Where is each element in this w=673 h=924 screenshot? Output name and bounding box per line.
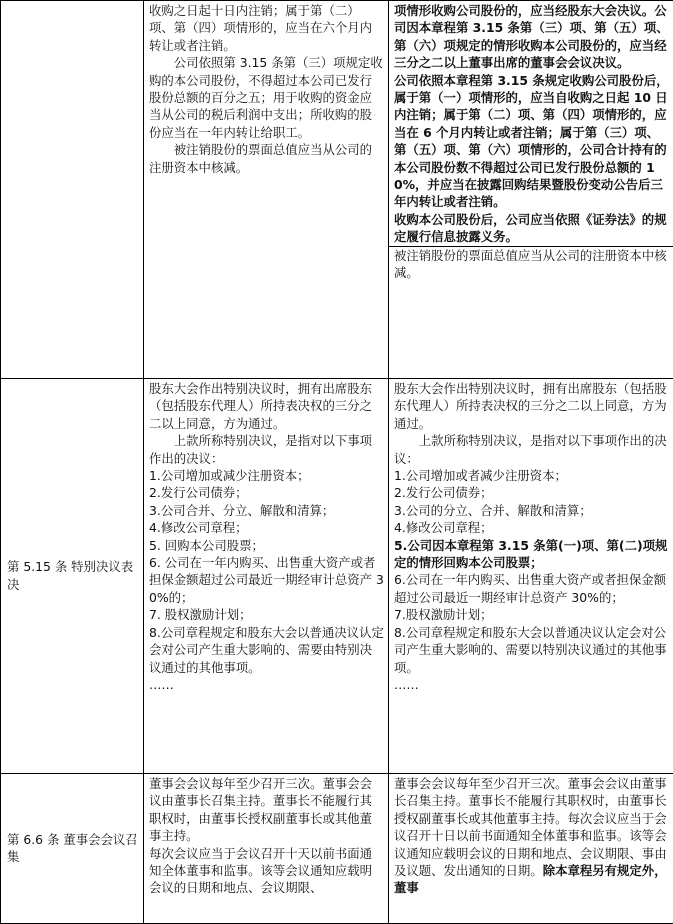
- list-item: 4.修改公司章程；: [394, 519, 669, 536]
- article-cell: [1, 1, 144, 379]
- revised-text-cell: [389, 379, 673, 774]
- article-cell: [1, 774, 144, 924]
- paragraph-text: 董事会会议每年至少召开三次。董事会会议由董事长召集主持。董事长不能履行其职权时，由董事长授权副董事长或其他董事主持。每次会议应当于会议召开十日以前书面通知全体董事和监事。该等会议通知应载明会议的日期和地点、会议期限、事由及议题、发出通知的日期。: [394, 776, 667, 878]
- paragraph: 项情形收购公司股份的，应当经股东大会决议。公司因本章程第 3.15 条第（三）项、第（五）项、第（六）项规定的情形收购本公司股份的，应当经三分之二以上董事出席的董事会会议决议。: [394, 2, 669, 72]
- ellipsis: ……: [149, 676, 384, 693]
- paragraph: 被注销股份的票面总值应当从公司的注册资本中核减。: [394, 247, 669, 282]
- paragraph: 收购本公司股份后，公司应当依照《证券法》的规定履行信息披露义务。: [394, 211, 669, 246]
- amended-text: 除本章程另有规定外，董事: [394, 863, 667, 895]
- list-item: 2.发行公司债券；: [394, 484, 669, 501]
- list-item: 6.公司在一年内购买、出售重大资产或者担保金额超过公司最近一期经审计总资产 30%的；: [394, 571, 669, 606]
- revised-text-cell: [389, 774, 673, 924]
- paragraph: 股东大会作出特别决议时，拥有出席股东（包括股东代理人）所持表决权的三分之二以上同意，方为通过。: [149, 380, 384, 432]
- table-row: [1, 379, 673, 774]
- list-item: 8.公司章程规定和股东大会以普通决议认定会对公司产生重大影响的、需要由特别决议通过的其他事项。: [149, 624, 384, 676]
- paragraph: 公司依照第 3.15 条第（三）项规定收购的本公司股份，不得超过本公司已发行股份总额的百分之五；用于收购的资金应当从公司的税后利润中支出；所收购的股份应当在一年内转让给职工。: [149, 54, 384, 141]
- list-item: 2.发行公司债券；: [149, 484, 384, 501]
- paragraph: 被注销股份的票面总值应当从公司的注册资本中核减。: [149, 141, 384, 176]
- list-item: 7. 股权激励计划；: [149, 606, 384, 623]
- paragraph: 上款所称特别决议，是指对以下事项作出的决议：: [394, 432, 669, 467]
- paragraph: [394, 775, 669, 897]
- list-item: 5. 回购本公司股票；: [149, 537, 384, 554]
- original-text-cell: [144, 379, 389, 774]
- article-cell: [1, 379, 144, 774]
- ellipsis: ……: [394, 676, 669, 693]
- original-text-cell: [144, 1, 389, 379]
- list-item-amended: 5.公司因本章程第 3.15 条第(一)项、第(二)项规定的情形回购本公司股票；: [394, 537, 669, 572]
- paragraph: 公司依照本章程第 3.15 条规定收购公司股份后，属于第（一）项情形的，应当自收购之日起 10 日内注销；属于第（二）项、第（四）项情形的，应当在 6 个月内转让或者注销；属于第（三）项、第（五）项、第（六）项情形的，公司合计持有的本公司股份数不得超过公司已发行股份总额的 10%，并应当在披露回购结果暨股份变动公告后三年内转让或者注销。: [394, 72, 669, 211]
- table-row: [1, 1, 673, 379]
- paragraph: 上款所称特别决议，是指对以下事项作出的决议：: [149, 432, 384, 467]
- list-item: 1.公司增加或减少注册资本；: [149, 467, 384, 484]
- list-item: 6. 公司在一年内购买、出售重大资产或者担保金额超过公司最近一期经审计总资产 30%的；: [149, 554, 384, 606]
- paragraph: 收购之日起十日内注销；属于第（二）项、第（四）项情形的，应当在六个月内转让或者注销。: [149, 2, 384, 54]
- paragraph: 董事会会议每年至少召开三次。董事会会议由董事长召集主持。董事长不能履行其职权时，由董事长授权副董事长或其他董事主持。: [149, 775, 384, 845]
- table-row: [1, 774, 673, 924]
- article-label: 第 5.15 条 特别决议表决: [7, 559, 133, 591]
- list-item: 8.公司章程规定和股东大会以普通决议认定会对公司产生重大影响的、需要以特别决议通过的其他事项。: [394, 624, 669, 676]
- list-item: 3.公司的分立、合并、解散和清算；: [394, 502, 669, 519]
- paragraph: 股东大会作出特别决议时，拥有出席股东（包括股东代理人）所持表决权的三分之二以上同意，方为通过。: [394, 380, 669, 432]
- list-item: 1.公司增加或者减少注册资本；: [394, 467, 669, 484]
- article-label: 第 6.6 条 董事会会议召集: [7, 832, 138, 864]
- original-text-cell: [144, 774, 389, 924]
- revised-text-cell: [389, 1, 673, 379]
- list-item: 7.股权激励计划；: [394, 606, 669, 623]
- list-item: 4.修改公司章程；: [149, 519, 384, 536]
- paragraph: 每次会议应当于会议召开十天以前书面通知全体董事和监事。该等会议通知应载明会议的日期和地点、会议期限、: [149, 845, 384, 897]
- list-item: 3.公司合并、分立、解散和清算；: [149, 502, 384, 519]
